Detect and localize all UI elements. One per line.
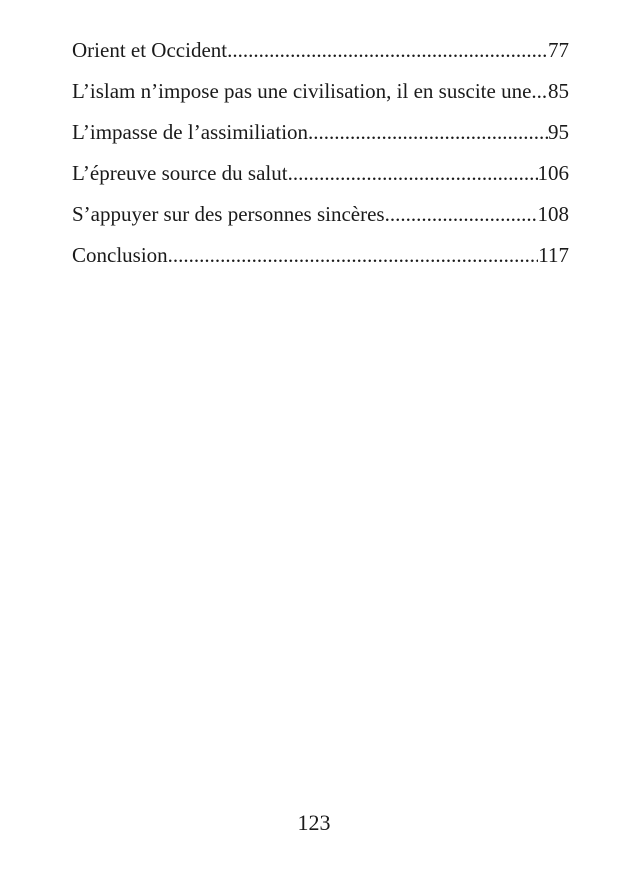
toc-entry-page: 108 [537,202,569,226]
page-number: 123 [297,810,331,835]
dot-leader [168,238,539,272]
toc-entry[interactable] [72,156,569,197]
dot-leader [288,156,538,190]
toc-entry[interactable] [72,115,569,156]
table-of-contents [72,33,569,279]
toc-entry-page: 77 [548,38,569,62]
toc-entry-page: 85 [548,79,569,103]
toc-entry[interactable] [72,197,569,238]
toc-entry[interactable] [72,33,569,74]
toc-entry-title: Orient et Occident [72,38,228,62]
dot-leader [531,74,548,108]
toc-entry[interactable] [72,74,569,115]
toc-entry-title: L’épreuve source du salut [72,161,288,185]
toc-entry-title: Conclusion [72,243,168,267]
dot-leader [385,197,538,231]
toc-entry[interactable] [72,238,569,279]
dot-leader [308,115,548,149]
toc-entry-title: S’appuyer sur des personnes sincères [72,202,385,226]
toc-entry-page: 106 [537,161,569,185]
dot-leader [227,33,548,67]
toc-entry-page: 95 [548,120,569,144]
toc-entry-title: L’impasse de l’assimiliation [72,120,309,144]
toc-entry-title: L’islam n’impose pas une civilisation, il en suscite une [72,79,532,103]
toc-entry-page: 117 [538,243,569,267]
